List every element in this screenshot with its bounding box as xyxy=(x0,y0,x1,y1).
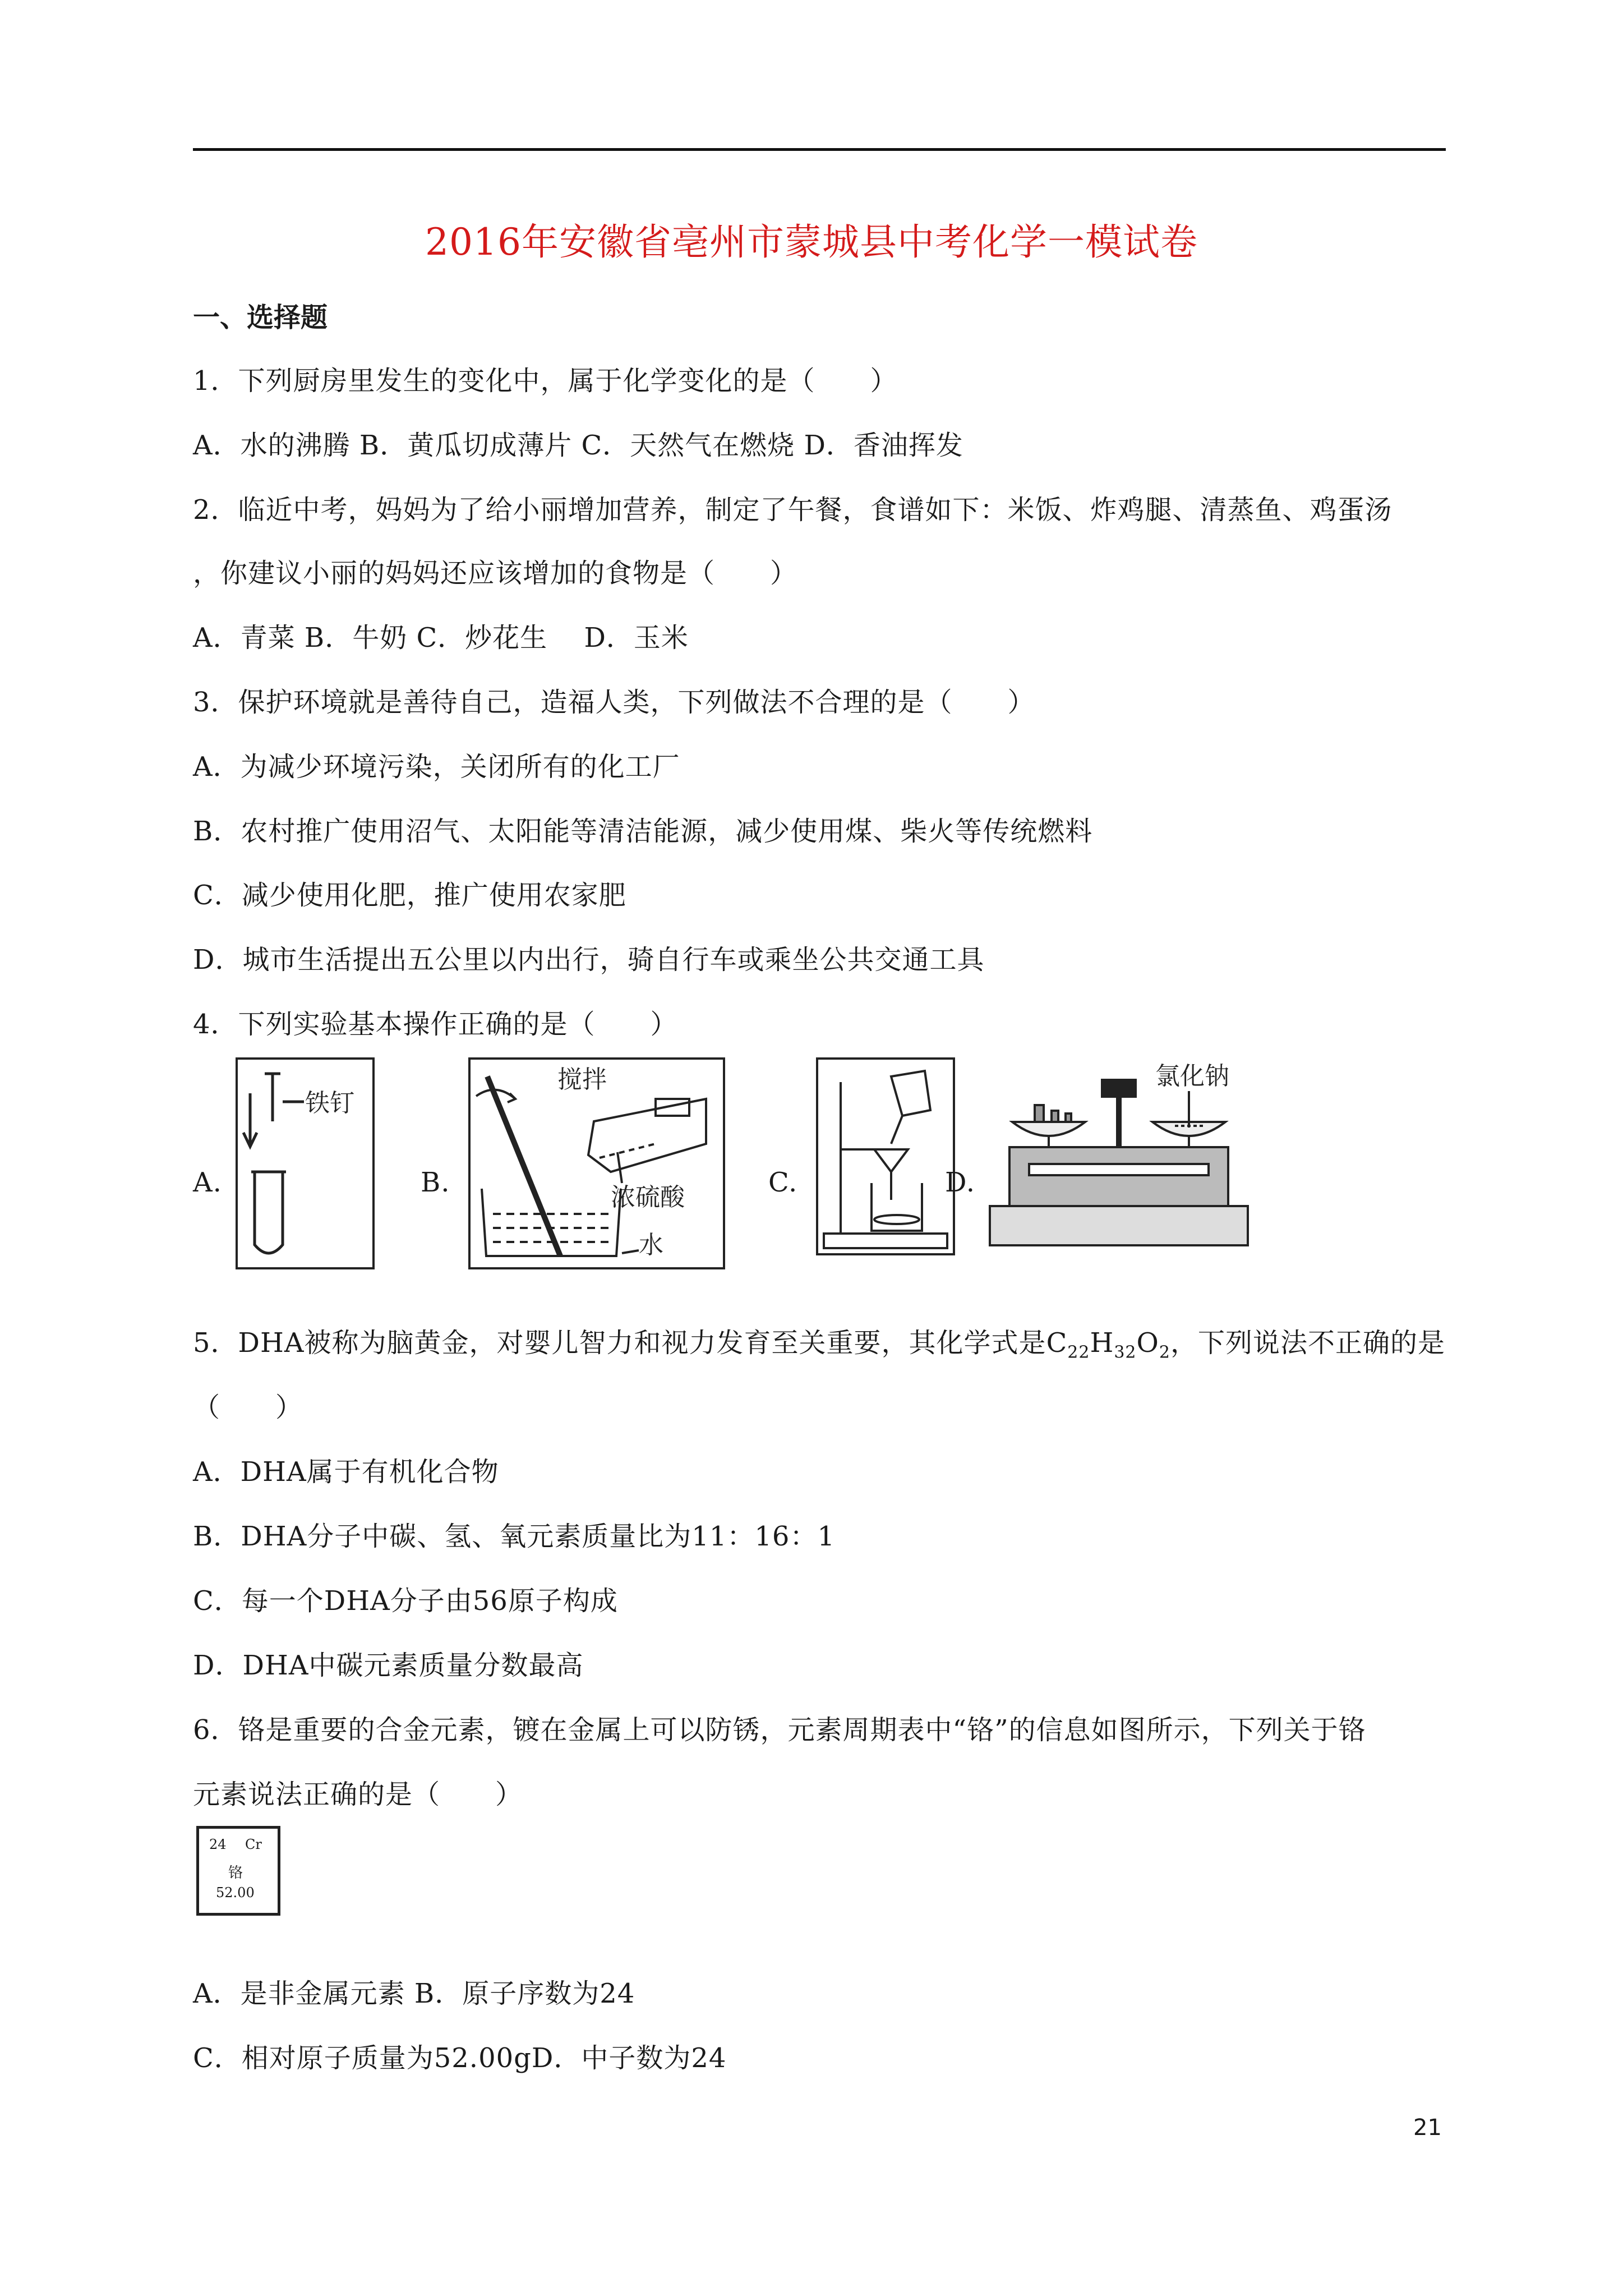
q4-figure-a xyxy=(236,1057,375,1269)
q2-options: A．青菜 B．牛奶 C．炒花生 D．玉米 xyxy=(193,622,689,654)
element-symbol: Cr xyxy=(245,1837,262,1852)
header-rule xyxy=(193,148,1446,151)
q5-formula: $C_{22}H_{32}O_2$ xyxy=(1046,1327,1170,1363)
q5-option-c: C．每一个DHA分子由56原子构成 xyxy=(193,1585,618,1617)
q5-option-b: B．DHA分子中碳、氢、氧元素质量比为11：16：1 xyxy=(193,1521,835,1552)
q3-option-a: A．为减少环境污染，关闭所有的化工厂 xyxy=(193,751,680,783)
q4-figure-d xyxy=(987,1057,1251,1248)
q1-stem: 1．下列厨房里发生的变化中，属于化学变化的是（ ） xyxy=(193,365,898,397)
section-heading: 一、选择题 xyxy=(193,302,328,333)
q2-stem-line1: 2．临近中考，妈妈为了给小丽增加营养，制定了午餐，食谱如下：米饭、炸鸡腿、清蒸鱼、鸡蛋汤 xyxy=(193,494,1393,526)
q3-option-c: C．减少使用化肥，推广使用农家肥 xyxy=(193,880,626,911)
page-number: 21 xyxy=(1413,2115,1442,2141)
q4-fig-b-acid: 浓硫酸 xyxy=(611,1183,685,1212)
q6-element-card xyxy=(196,1826,280,1916)
element-name: 铬 xyxy=(228,1865,243,1881)
q4-fig-b-stir: 搅拌 xyxy=(557,1065,607,1094)
element-number: 24 xyxy=(209,1837,227,1852)
q1-options: A．水的沸腾 B．黄瓜切成薄片 C．天然气在燃烧 D．香油挥发 xyxy=(193,430,963,461)
q4-fig-a-label: 铁钉 xyxy=(305,1089,354,1117)
q6-options-line1: A．是非金属元素 B．原子序数为24 xyxy=(193,1978,635,2009)
q4-label-d: D. xyxy=(945,1167,976,1198)
q5-stem-prefix: 5．DHA被称为脑黄金，对婴儿智力和视力发育至关重要，其化学式是 xyxy=(193,1327,1046,1359)
q5-paren: （ ） xyxy=(193,1392,303,1423)
q2-stem-line2: ，你建议小丽的妈妈还应该增加的食物是（ ） xyxy=(193,558,798,589)
page-title: 2016年安徽省亳州市蒙城县中考化学一模试卷 xyxy=(425,220,1198,264)
q4-figure-b xyxy=(468,1057,725,1269)
q3-option-b: B．农村推广使用沼气、太阳能等清洁能源，减少使用煤、柴火等传统燃料 xyxy=(193,816,1093,847)
q3-option-d: D．城市生活提出五公里以内出行，骑自行车或乘坐公共交通工具 xyxy=(193,944,985,976)
q4-label-b: B. xyxy=(421,1167,450,1198)
q5-stem-suffix: ，下列说法不正确的是 xyxy=(1170,1327,1445,1359)
element-mass: 52.00 xyxy=(216,1885,255,1901)
q4-fig-d-label: 氯化钠 xyxy=(1155,1062,1229,1091)
q5-stem xyxy=(193,1321,1445,1363)
q6-stem-line1: 6．铬是重要的合金元素，镀在金属上可以防锈，元素周期表中“铬”的信息如图所示，下列关于铬 xyxy=(193,1714,1366,1746)
q4-stem: 4．下列实验基本操作正确的是（ ） xyxy=(193,1009,678,1040)
q6-options-line2: C．相对原子质量为52.00gD．中子数为24 xyxy=(193,2042,727,2074)
q4-figure-c xyxy=(816,1057,955,1255)
q4-label-c: C. xyxy=(768,1167,798,1198)
q3-stem: 3．保护环境就是善待自己，造福人类，下列做法不合理的是（ ） xyxy=(193,687,1035,718)
q6-stem-line2: 元素说法正确的是（ ） xyxy=(193,1779,523,1810)
q4-fig-b-water: 水 xyxy=(639,1231,663,1259)
q5-option-a: A．DHA属于有机化合物 xyxy=(193,1456,499,1488)
q4-label-a: A. xyxy=(193,1167,222,1198)
q5-option-d: D．DHA中碳元素质量分数最高 xyxy=(193,1650,584,1681)
